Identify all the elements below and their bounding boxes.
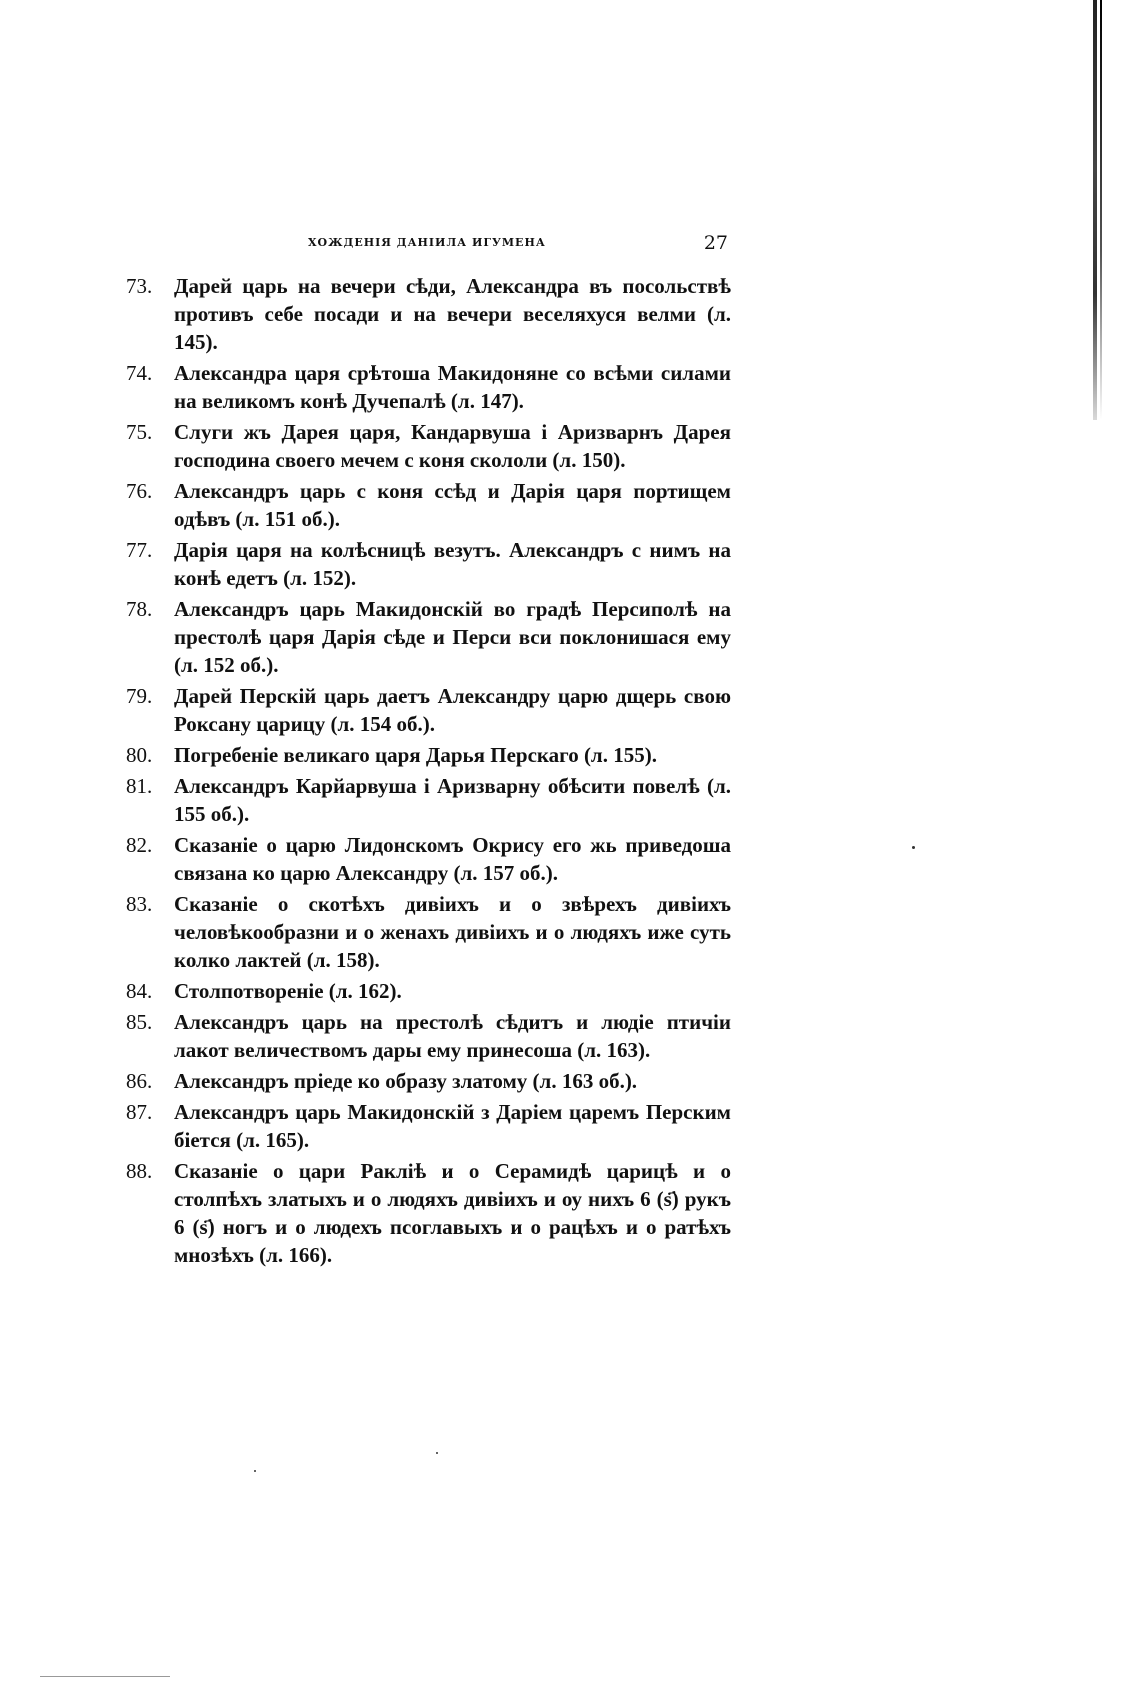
list-item [126,682,731,738]
entry-number: 86. [126,1069,153,1093]
running-title: ХОЖДЕНІЯ ДАНІИЛА ИГУМЕНА [308,236,546,249]
scan-edge-line [40,1676,170,1677]
list-item [126,536,731,592]
entry-number: 79. [126,684,153,708]
entry-number: 80. [126,743,153,767]
entry-text: Столпотвореніе (л. 162). [174,979,402,1003]
entry-number: 77. [126,538,153,562]
list-item [126,418,731,474]
entry-text: Дарей Перскій царь даетъ Александру царю дщерь свою Роксану царицу (л. 154 об.). [174,684,731,736]
entry-number: 88. [126,1159,153,1183]
list-item [126,595,731,679]
list-item [126,831,731,887]
entry-list [126,272,731,1272]
page-edge-line [1100,0,1102,420]
page-number: 27 [703,232,728,254]
entry-number: 81. [126,774,153,798]
entry-number: 74. [126,361,153,385]
entry-number: 78. [126,597,153,621]
entry-number: 83. [126,892,153,916]
entry-text: Александръ царь на престолѣ сѣдитъ и людіе птичіи лакот величествомъ дары ему принесоша (л. 163). [174,1010,731,1062]
entry-number: 73. [126,274,153,298]
entry-text: Александръ царь Макидонскій з Даріем царемъ Перским біется (л. 165). [174,1100,731,1152]
entry-text: Александръ царь Макидонскій во градѣ Персиполѣ на престолѣ царя Дарія сѣде и Перси вси поклонишася ему (л. 152 об.). [174,597,731,677]
list-item [126,1098,731,1154]
entry-number: 87. [126,1100,153,1124]
page-header [308,232,728,262]
page-edge-shadow [1093,0,1097,420]
list-item [126,477,731,533]
list-item [126,772,731,828]
entry-text: Сказаніе о цари Раклiѣ и о Серамидѣ царицѣ и о столпѣхъ златыхъ и о людяхъ дивiихъ и оу нихъ 6 (ѕ҃) рукъ 6 (ѕ҃) ногъ и о людехъ псоглавыхъ и о рацѣхъ и о ратѣхъ мнозѣхъ (л. 166). [174,1159,731,1267]
entry-text: Дарей царь на вечери сѣди, Александра въ посольствѣ противъ себе посади и на вечери веселяхуся велми (л. 145). [174,274,731,354]
list-item [126,1157,731,1269]
entry-text: Александръ пріеде ко образу златому (л. 163 об.). [174,1069,638,1093]
entry-number: 75. [126,420,153,444]
ink-speck [436,1452,438,1454]
ink-speck [254,1470,256,1472]
entry-text: Сказаніе о скотѣхъ дивіихъ и о звѣрехъ дивіихъ человѣкообразни и о женахъ дивіихъ и о людяхъ иже суть колко лактей (л. 158). [174,892,731,972]
entry-number: 85. [126,1010,153,1034]
list-item [126,359,731,415]
list-item [126,1067,731,1095]
ink-speck [912,846,915,849]
entry-text: Александра царя срѣтоша Макидоняне со всѣми силами на великомъ конѣ Дучепалѣ (л. 147). [174,361,731,413]
list-item [126,272,731,356]
entry-text: Александръ Карйарвуша і Аризварну обѣсити повелѣ (л. 155 об.). [174,774,731,826]
entry-text: Сказаніе о царю Лидонскомъ Окрису его жь приведоша связана ко царю Александру (л. 157 об.). [174,833,731,885]
list-item [126,890,731,974]
entry-number: 84. [126,979,153,1003]
entry-number: 76. [126,479,153,503]
entry-text: Погребеніе великаго царя Дарья Перскаго (л. 155). [174,743,657,767]
entry-text: Дарія царя на колѣсницѣ везутъ. Александръ с нимъ на конѣ едетъ (л. 152). [174,538,731,590]
list-item [126,977,731,1005]
list-item [126,1008,731,1064]
entry-text: Слуги жъ Дарея царя, Кандарвуша і Аризварнъ Дарея господина своего мечем с коня скололи (л. 150). [174,420,731,472]
list-item [126,741,731,769]
entry-number: 82. [126,833,153,857]
entry-text: Александръ царь с коня ссѣд и Дарія царя портищем одѣвъ (л. 151 об.). [174,479,731,531]
